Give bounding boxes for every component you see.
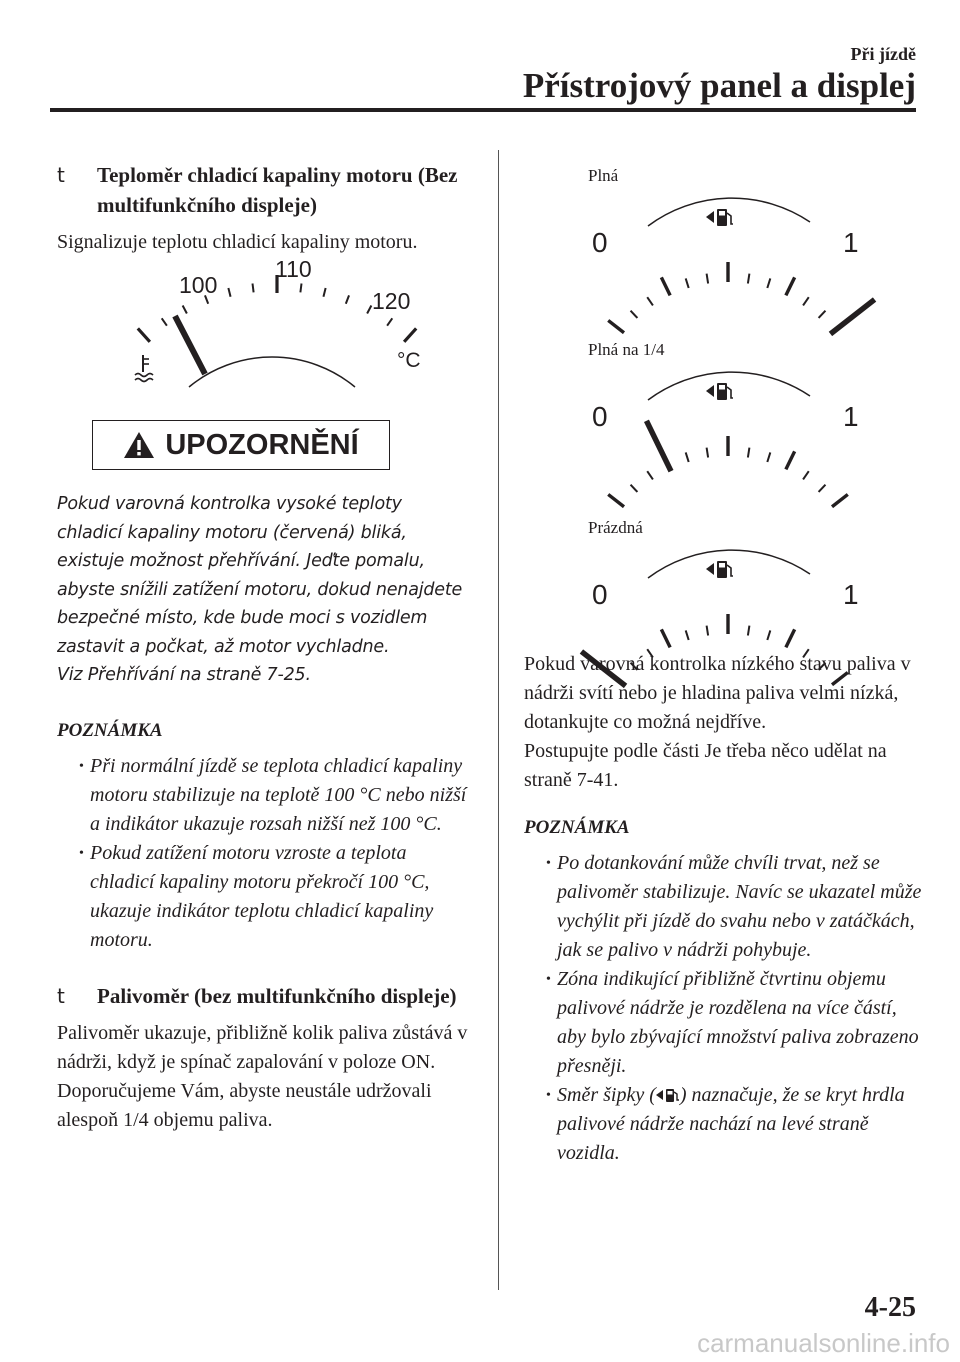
fuel-warning-text: Pokud varovná kontrolka nízkého stavu paliva v nádrži svítí nebo je hladina paliva velmi nízká, dotankujte co možná nejdříve. <box>524 653 911 733</box>
fuel-gauge-tick <box>661 629 670 647</box>
gauge-tick <box>367 306 371 314</box>
fuel-gauge-tick <box>767 278 770 288</box>
page-title: Přístrojový panel a displej <box>522 66 916 105</box>
fuel-gauge-ticks <box>608 436 848 507</box>
fuel-gauge-tick <box>786 451 795 469</box>
fuel-gauge-min-label: 0 <box>592 579 608 610</box>
note-list <box>57 752 472 955</box>
coolant-temp-gauge <box>117 256 421 393</box>
gauge-tick <box>404 328 416 341</box>
fuel-gauge-needle <box>830 299 874 333</box>
gauge-label-100: 100 <box>179 272 218 298</box>
temp-section-title: Teploměr chladicí kapaliny motoru (Bez multifunkčního displeje) <box>97 163 458 217</box>
column-divider <box>498 150 499 1290</box>
fuel-gauge-tick <box>748 626 750 636</box>
fuel-section-title: Palivoměr (bez multifunkčního displeje) <box>97 983 457 1008</box>
fuel-pump-arrow-icon <box>706 561 733 578</box>
gauge-tick <box>228 288 230 297</box>
fuel-gauge-quarter-block <box>588 340 868 491</box>
fuel-gauge-label: Plná na 1/4 <box>588 340 665 359</box>
note-item: • Po dotankování může chvíli trvat, než se palivoměr stabilizuje. Navíc se ukazatel může vychýlit při jízdě do svahu nebo v zatáčkách, jak se palivo v nádrži pohybuje. <box>524 849 924 965</box>
section-bullet: t <box>57 163 65 187</box>
fuel-gauge-max-label: 1 <box>843 579 859 610</box>
fuel-gauge-min-label: 0 <box>592 401 608 432</box>
gauge-unit: °C <box>397 349 421 372</box>
fuel-gauge-ticks <box>608 262 848 333</box>
fuel-gauge-tick <box>686 452 689 462</box>
fuel-gauge-tick <box>647 297 653 305</box>
note-item-text-start: Směr šipky ( <box>557 1084 656 1106</box>
fuel-gauge-tick <box>786 629 795 647</box>
caution-label: UPOZORNĚNÍ <box>165 428 359 461</box>
fuel-gauge-empty-block <box>588 518 868 669</box>
fuel-gauge-full <box>588 186 868 312</box>
page-number: 4-25 <box>864 1292 916 1323</box>
note-item: • Zóna indikující přibližně čtvrtinu objemu palivové nádrže je rozdělena na více částí, aby bylo zbývající množství paliva zobrazeno přesněji. <box>524 965 924 1081</box>
note-item: • Pokud zatížení motoru vzroste a teplota chladicí kapaliny motoru překročí 100 °C, ukazuje indikátor teplotu chladicí kapaliny motoru. <box>57 839 472 955</box>
fuel-gauge-needle <box>646 421 671 471</box>
note-item-text-end: ) naznačuje, že se kryt hrdla palivové nádrže nachází na levé straně vozidla. <box>557 1084 905 1164</box>
fuel-pump-arrow-icon <box>706 209 733 226</box>
fuel-gauge-tick <box>608 494 624 506</box>
fuel-gauge-arc <box>648 550 810 578</box>
fuel-gauge-tick <box>786 277 795 295</box>
fuel-gauge-max-label: 1 <box>843 227 859 258</box>
temp-section-body: Signalizuje teplotu chladicí kapaliny motoru. <box>57 231 418 253</box>
warning-triangle-icon <box>123 431 155 459</box>
fuel-gauge-arc <box>648 372 810 400</box>
fuel-gauge-tick <box>686 278 689 288</box>
right-column <box>524 650 924 1168</box>
gauge-tick <box>253 283 254 292</box>
fuel-gauge-label: Prázdná <box>588 518 643 537</box>
note-item <box>524 1081 924 1168</box>
fuel-gauge-max-label: 1 <box>843 401 859 432</box>
fuel-gauge-tick <box>767 630 770 640</box>
fuel-gauge-tick <box>647 471 653 479</box>
header-rule <box>50 108 916 112</box>
gauge-tick <box>300 283 301 292</box>
fuel-section-heading <box>57 981 472 1011</box>
fuel-gauge-tick <box>707 274 709 284</box>
note-list <box>524 849 924 1168</box>
fuel-gauge-tick <box>686 630 689 640</box>
left-column <box>57 160 472 1135</box>
fuel-gauge-tick <box>819 485 826 492</box>
fuel-gauge-full-block <box>588 166 868 317</box>
fuel-gauge-tick <box>767 452 770 462</box>
fuel-gauge-tick <box>819 311 826 318</box>
gauge-label-120: 120 <box>372 288 411 314</box>
caution-box <box>92 420 390 470</box>
fuel-gauge-tick <box>832 494 848 506</box>
fuel-gauge-empty <box>588 538 868 664</box>
header-section: Při jízdě <box>850 44 916 64</box>
fuel-pump-arrow-icon <box>656 1087 680 1103</box>
note-heading: POZNÁMKA <box>524 817 630 838</box>
fuel-gauge-tick <box>707 448 709 458</box>
watermark: carmanualsonline.info <box>697 1328 950 1358</box>
fuel-gauge-tick <box>608 320 624 332</box>
gauge-tick <box>138 328 150 341</box>
fuel-gauge-tick <box>707 626 709 636</box>
note-item: • Při normální jízdě se teplota chladicí kapaliny motoru stabilizuje na teplotě 100 °C nebo nižší a indikátor ukazuje rozsah nižší než 100 °C. <box>57 752 472 839</box>
coolant-temperature-icon <box>135 355 153 382</box>
fuel-gauge-tick <box>803 471 809 479</box>
temp-section-heading <box>57 160 472 220</box>
note-heading: POZNÁMKA <box>57 719 163 741</box>
fuel-pump-arrow-icon <box>706 383 733 400</box>
fuel-gauge-tick <box>748 274 750 284</box>
caution-body: Pokud varovná kontrolka vysoké teploty chladicí kapaliny motoru (červená) bliká, existuje možnost přehřívání. Jeďte pomalu, abyste snížili zatížení motoru, dokud nenajdete bezpečné místo, kde bude moci s vozidlem zastavit a počkat, až motor vychladne. <box>57 494 463 657</box>
gauge-needle <box>175 316 205 374</box>
fuel-gauge-tick <box>748 448 750 458</box>
section-bullet: t <box>57 983 65 1008</box>
gauge-tick <box>323 288 325 297</box>
fuel-gauge-tick <box>631 485 638 492</box>
fuel-gauge-tick <box>661 277 670 295</box>
gauge-arc <box>189 357 355 387</box>
gauge-label-110: 110 <box>275 256 312 282</box>
fuel-gauge-min-label: 0 <box>592 227 608 258</box>
caution-reference: Viz Přehřívání na straně 7-25. <box>57 665 311 685</box>
gauge-tick <box>162 318 167 325</box>
fuel-gauge-tick <box>803 297 809 305</box>
fuel-gauge-arc <box>648 198 810 226</box>
gauge-tick <box>346 295 349 303</box>
gauge-tick <box>387 318 392 325</box>
gauge-tick <box>183 306 187 314</box>
caution-text <box>57 490 472 690</box>
fuel-warning-reference: Postupujte podle části Je třeba něco udělat na straně 7-41. <box>524 740 887 791</box>
fuel-gauge-tick <box>631 311 638 318</box>
fuel-section-body: Palivoměr ukazuje, přibližně kolik paliva zůstává v nádrži, když je spínač zapalování v poloze ON. Doporučujeme Vám, abyste neustále udržovali alespoň 1/4 objemu paliva. <box>57 1021 468 1131</box>
fuel-gauge-label: Plná <box>588 166 619 185</box>
fuel-gauge-quarter <box>588 360 868 486</box>
